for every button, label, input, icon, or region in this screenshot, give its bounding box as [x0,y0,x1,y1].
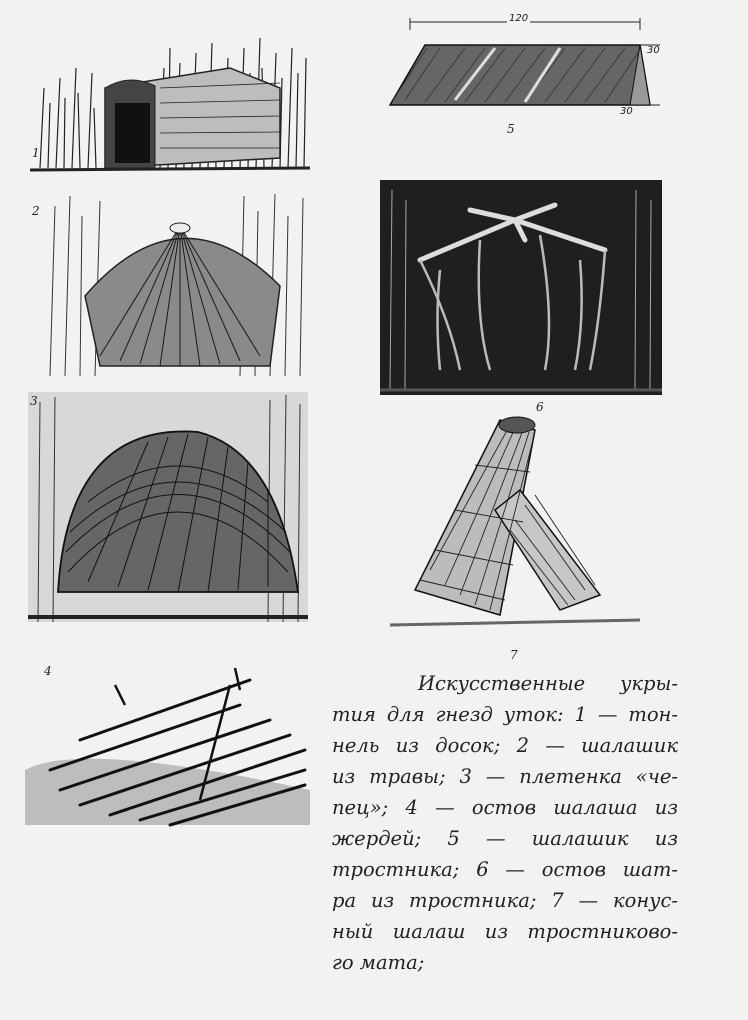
dimension-base-label: 30 [620,106,633,117]
caption-line: из травы; 3 — плетенка «че- [332,765,678,788]
woven-cap-illustration [28,392,308,632]
caption-line: жердей; 5 — шалашик из [332,827,678,850]
caption-line: пец»; 4 — остов шалаша из [332,796,678,819]
figure-6-reed-tent-frame [380,180,662,420]
caption-line: Искусственные укры- [418,672,678,695]
figure-1-number: 1 [32,146,40,160]
figure-2-grass-hut [30,186,310,386]
caption-line: ра из тростника; 7 — конус- [332,889,678,912]
figure-1-board-tunnel [30,28,310,178]
caption-line: тростника; 6 — остов шат- [332,858,678,881]
figure-2-number: 2 [32,204,40,218]
figure-5-reed-hut [385,10,675,145]
figure-4-pole-frame [20,660,310,835]
caption-line: го мата; [332,951,425,974]
board-tunnel-illustration [30,28,310,178]
caption-line: тия для гнезд уток: 1 — тон- [332,703,678,726]
grass-hut-illustration [30,186,310,386]
reed-tent-frame-illustration [380,180,662,410]
figure-6-number: 6 [536,400,544,414]
caption-line: ный шалаш из тростниково- [332,920,678,943]
dimension-length-label: 120 [509,13,529,24]
figure-3-woven-cap [28,392,308,632]
figure-5-number: 5 [507,122,515,136]
conical-reed-hut-illustration [385,410,645,640]
figure-7-conical-reed-hut [385,410,645,665]
reed-hut-illustration [385,10,675,145]
figure-caption [332,668,678,978]
dimension-height-label: 30 [647,45,660,56]
pole-frame-illustration [20,660,310,835]
figure-4-number: 4 [44,664,52,678]
caption-line: нель из досок; 2 — шалашик [332,734,678,757]
figure-7-number: 7 [510,648,518,662]
figure-3-number: 3 [30,394,38,408]
